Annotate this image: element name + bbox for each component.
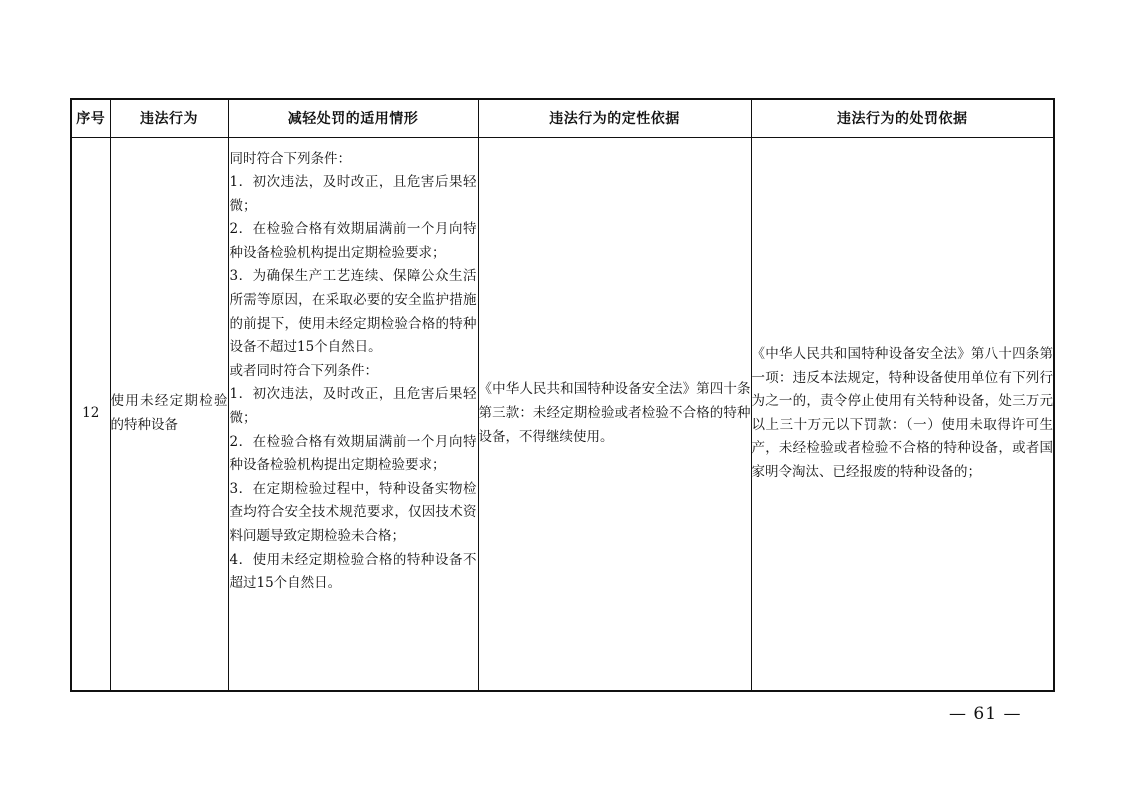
row-mitigation-conditions [228,137,478,691]
condition-line: 3．在定期检验过程中，特种设备实物检查均符合安全技术规范要求，仅因技术资料问题导致定期检验未合格； [229,480,477,544]
header-qualification-basis: 违法行为的定性依据 [478,99,751,137]
table-header-row [71,99,1054,137]
row-qualification-basis: 《中华人民共和国特种设备安全法》第四十条第三款：未经定期检验或者检验不合格的特种设备，不得继续使用。 [478,137,751,691]
header-violation: 违法行为 [110,99,228,137]
row-violation: 使用未经定期检验的特种设备 [110,137,228,691]
condition-line: 同时符合下列条件： [229,150,351,167]
header-mitigation-conditions: 减轻处罚的适用情形 [228,99,478,137]
table-row [71,137,1054,691]
page-number: — 61 — [949,704,1022,724]
header-penalty-basis: 违法行为的处罚依据 [751,99,1054,137]
condition-line: 2．在检验合格有效期届满前一个月向特种设备检验机构提出定期检验要求； [229,221,477,261]
condition-line: 2．在检验合格有效期届满前一个月向特种设备检验机构提出定期检验要求； [229,433,477,474]
header-seq: 序号 [71,99,110,137]
row-penalty-basis: 《中华人民共和国特种设备安全法》第八十四条第一项：违反本法规定，特种设备使用单位有下列行为之一的，责令停止使用有关特种设备，处三万元以上三十万元以下罚款：（一）使用未取得许可生产，未经检验或者检验不合格的特种设备，或者国家明令淘汰、已经报废的特种设备的； [751,137,1054,691]
row-seq: 12 [71,137,110,691]
condition-line: 1．初次违法，及时改正，且危害后果轻微； [229,386,477,427]
condition-line: 4．使用未经定期检验合格的特种设备不超过15个自然日。 [229,551,477,592]
condition-line: 或者同时符合下列条件： [229,362,378,379]
condition-line: 1．初次违法，及时改正，且危害后果轻微； [229,174,477,214]
penalty-table [70,98,1055,692]
condition-line: 3．为确保生产工艺连续、保障公众生活所需等原因，在采取必要的安全监护措施的前提下，使用未经定期检验合格的特种设备不超过15个自然日。 [229,268,477,356]
